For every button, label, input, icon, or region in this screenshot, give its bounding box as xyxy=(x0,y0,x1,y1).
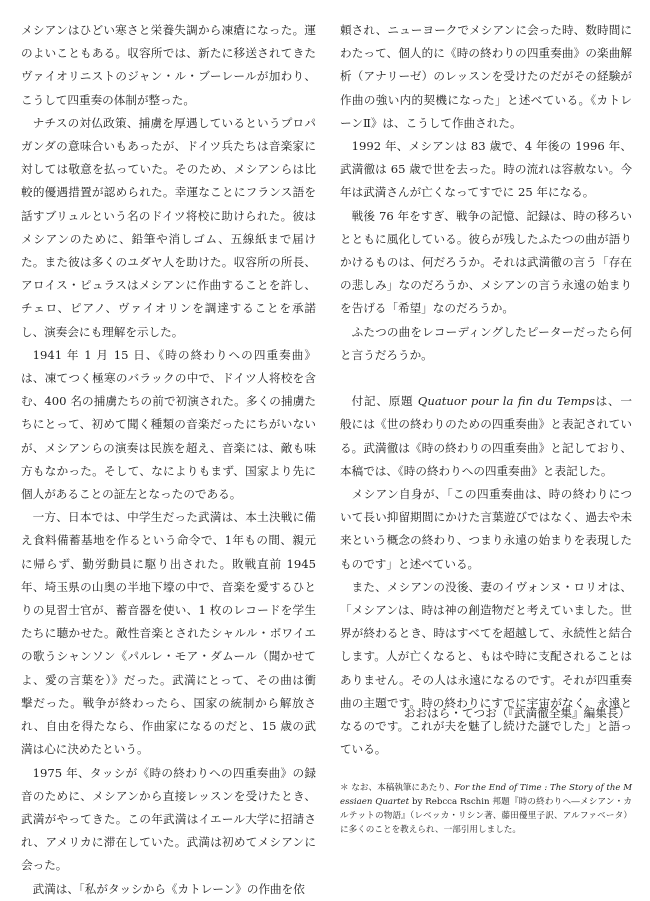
original-title: Quatuor pour la fin du Temps xyxy=(417,394,595,409)
paragraph: 1975 年、タッシが《時の終わりへの四重奏曲》の録音のために、メシアンから直接レッスンを受けたとき、武満がやってきた。この年武満はイエール大学に招請され、アメリカに滞在していた。武満は初めてメシアンに会った。 xyxy=(21,765,316,873)
left-column xyxy=(21,19,316,901)
paragraph: 武満は、「私がタッシから《カトレーン》の作曲を依 xyxy=(32,881,305,896)
footnote-book-title: For the End of Time : The Story of the Messiaen Quartet xyxy=(340,783,633,808)
paragraph: また、メシアンの没後、妻のイヴォンヌ・ロリオは、「メシアンは、時は神の創造物だと考えていました。世界が終わるとき、時はすべてを超越して、永続性と結合します。人が亡くなると、もはや時に支配されることはありません。その人は永遠になるのです。それが四重奏曲の主題です。時の終わりにすでに宇宙がなく、永遠となるのです。これが夫を魅了し続けた謎でした」と語っている。 xyxy=(340,579,632,757)
paragraph: 戦後 76 年をすぎ、戦争の記憶、記録は、時の移ろいとともに風化している。彼らが残したふたつの曲が語りかけるものは、何だろうか。それは武満徹の言う「存在の悲しみ」なのだろうか、メシアンの言う永遠の始まりを告げる「希望」なのだろうか。 xyxy=(340,208,632,316)
postscript-paragraph xyxy=(340,390,632,483)
footnote-prefix: ＊ なお、本稿執筆にあたり、 xyxy=(340,783,455,794)
postscript-prefix: 付記、原題 xyxy=(351,394,418,409)
footnote-text: by Rebcca Rschin 邦題『時の終わりへ―メシアン・カルテットの物語』（レベッカ・リシン著、藤田優里子訳、アルファベータ）に多くのことを教えられ、一部引用しました。 xyxy=(340,797,632,836)
section-spacer xyxy=(340,367,632,390)
paragraph: 1992 年、メシアンは 83 歳で、4 年後の 1996 年、武満徹は 65 歳で世を去った。時の流れは容赦ない。今年は武満さんが亡くなってすでに 25 年になる。 xyxy=(340,139,632,200)
footnote-spacer xyxy=(340,761,632,773)
postscript-text: は、一般には《世の終わりのための四重奏曲》と表記されている。武満徹は《時の終わりの四重奏曲》と記しており、本稿では、《時の終わりへの四重奏曲》と表記した。 xyxy=(340,394,632,478)
paragraph: メシアン自身が、「この四重奏曲は、時の終わりについて長い抑留期間にかけた言葉遊びではなく、過去や未来という概念の終わり、つまり永遠の始まりを表現したものです」と述べている。 xyxy=(340,487,632,571)
paragraph: 頼され、ニューヨークでメシアンに会った時、数時間にわたって、個人的に《時の終わりの四重奏曲》の楽曲解析（アナリーゼ）のレッスンを受けたのだがその経験が作曲の強い内的契機になった」と述べている。《カトレーンⅡ》は、こうして作曲された。 xyxy=(340,23,632,130)
paragraph: ふたつの曲をレコーディングしたピーターだったら何と言うだろうか。 xyxy=(340,324,632,362)
paragraph: 一方、日本では、中学生だった武満は、本土決戦に備え食料備蓄基地を作るという命令で、1年もの間、親元に帰らず、勤労動員に駆り出された。敗戦直前 1945 年、埼玉県の山奥の半地下壕の中で、音楽を愛するひとりの見習士官が、蓄音器を使い、1 枚のレコードを学生たちに聴かせた。敵性音楽とされたシャルル・ボワイエの歌うシャンソン《パルレ・モア・ダムール（聞かせてよ、愛の言葉を）》だった。武満にとって、その曲は衝撃だった。戦争が終わったら、国家の統制から解放され、自由を得たなら、作曲家になるのだと、15 歳の武満は心に決めたという。 xyxy=(21,510,316,757)
footnote xyxy=(340,781,632,837)
paragraph: メシアンはひどい寒さと栄養失調から凍瘡になった。運のよいこともある。収容所では、新たに移送されてきたヴァイオリニストのジャン・ル・ブーレールが加わり、こうして四重奏の体制が整った。 xyxy=(21,23,316,107)
author-signature: おおはら・てつお（『武満徹全集』編集長） xyxy=(403,706,630,720)
paragraph: 1941 年 1 月 15 日、《時の終わりへの四重奏曲》は、凍てつく極寒のバラックの中で、ドイツ人将校を含む、400 名の捕虜たちの前で初演された。多くの捕虜たちにとって、初めて聞く種類の音楽だったにちがいないが、メシアンらの演奏は民族を超え、音楽には、敵も味方もなかった。そして、なによりもまず、国家より先に個人があることの証左となったのである。 xyxy=(21,347,316,502)
paragraph: ナチスの対仏政策、捕虜を厚遇しているというプロパガンダの意味合いもあったが、ドイツ兵たちは音楽家に対しては敬意を払っていた。そのため、メシアンらは比較的優遇措置が認められた。幸運なことにフランス語を話すブリュルという名のドイツ将校に助けられた。彼はメシアンのために、鉛筆や消しゴム、五線紙まで届けた。また彼は多くのユダヤ人を助けた。収容所の所長、アロイス・ピュラスはメシアンに作曲することを許し、チェロ、ピアノ、ヴァイオリンを調達することを承諾し、演奏会にも理解を示した。 xyxy=(21,115,316,339)
